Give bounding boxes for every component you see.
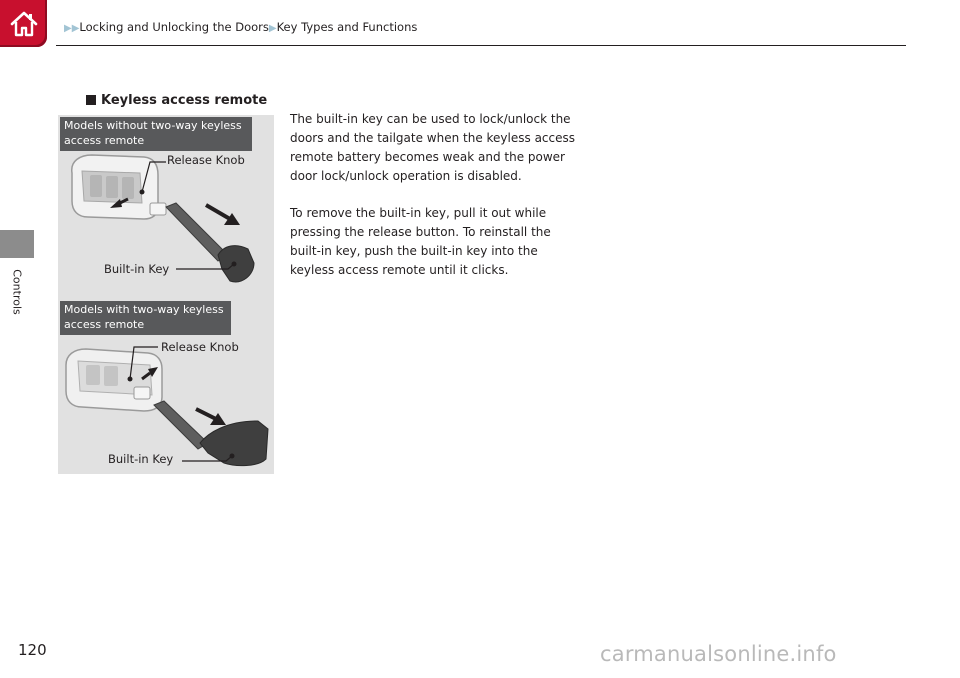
header-divider xyxy=(56,45,906,46)
body-paragraph: To remove the built-in key, pull it out while pressing the release button. To reinstall the built-in key, push the built-in key into the keyless access remote until it clicks. xyxy=(290,206,551,277)
home-button[interactable] xyxy=(0,0,47,47)
breadcrumb-link-key-types[interactable]: Key Types and Functions xyxy=(276,20,418,34)
keyless-remote-icon xyxy=(66,349,162,411)
figure-with-two-way xyxy=(58,299,274,474)
built-in-key-icon xyxy=(166,203,254,282)
home-icon xyxy=(9,10,39,38)
figure-without-two-way xyxy=(58,115,274,299)
model-label: Models with two-way keyless access remote xyxy=(60,301,231,335)
side-tab-label: Controls xyxy=(10,269,24,315)
keyless-remote-icon xyxy=(72,155,166,219)
side-tab-marker[interactable] xyxy=(0,230,34,258)
breadcrumb-arrow-icon: ▶▶ xyxy=(64,23,80,34)
section-heading: Keyless access remote xyxy=(86,93,267,108)
model-label: Models without two-way keyless access remote xyxy=(60,117,252,151)
callout-built-in-key: Built-in Key xyxy=(104,262,170,276)
callout-release-knob: Release Knob xyxy=(167,153,245,167)
breadcrumb-arrow-icon: ▶ xyxy=(268,23,277,34)
breadcrumb-link-locking[interactable]: Locking and Unlocking the Doors xyxy=(79,20,269,34)
square-bullet-icon xyxy=(86,95,96,105)
page-number: 120 xyxy=(18,641,47,659)
breadcrumb xyxy=(64,20,417,34)
body-paragraph: The built-in key can be used to lock/unlock the doors and the tailgate when the keyless access remote battery becomes weak and the power door lock/unlock operation is disabled. xyxy=(290,112,576,183)
watermark: carmanualsonline.info xyxy=(600,642,837,666)
callout-built-in-key: Built-in Key xyxy=(108,452,174,466)
callout-release-knob: Release Knob xyxy=(161,340,239,354)
